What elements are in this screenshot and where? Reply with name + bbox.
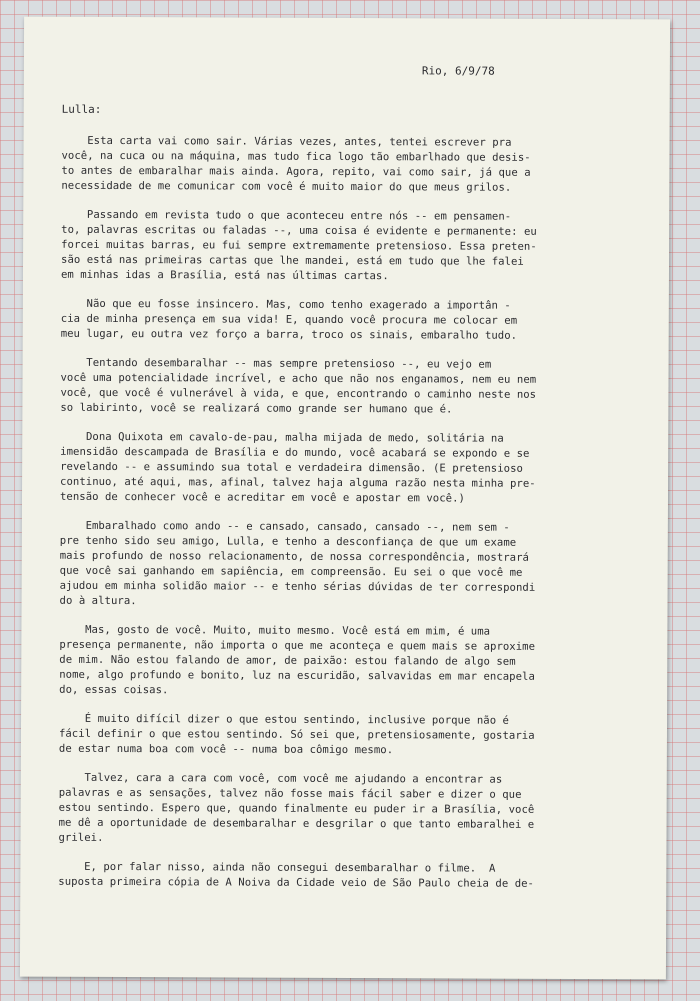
text-line: nome, algo profundo e bonito, luz na escuridão, salvavidas em mar encapela xyxy=(59,668,535,683)
text-line: É muito difícil dizer o que estou sentindo, inclusive porque não é xyxy=(59,712,510,727)
text-line: de mim. Não estou falando de amor, de paixão: estou falando de algo sem xyxy=(59,653,516,668)
text-line: Passando em revista tudo o que aconteceu entre nós -- em pensamen- xyxy=(61,208,512,223)
text-line: são está nas primeiras cartas que lhe mandei, está em tudo que lhe falei xyxy=(61,253,524,268)
text-line: Embaralhado como ando -- e cansado, cansado, cansado --, nem sem - xyxy=(59,519,510,534)
text-line: de estar numa boa com você -- numa boa cômigo mesmo. xyxy=(58,742,394,757)
text-line: pre tenho sido seu amigo, Lulla, e tenho a desconfiança de que um exame xyxy=(59,534,517,549)
letter-date: Rio, 6/9/78 xyxy=(421,64,495,78)
text-line: me dê a oportunidade de desembaralhar e desgrilar o que tanto embaralhei e xyxy=(58,816,535,831)
text-line: estou sentindo. Espero que, quando finalmente eu puder ir a Brasília, você xyxy=(58,801,535,816)
text-line: forcei muitas barras, eu fui sempre extremamente pretensioso. Essa preten- xyxy=(61,238,537,253)
text-line: você, na cuca ou na máquina, mas tudo fica logo tão embarlhado que desis- xyxy=(61,149,531,164)
text-line: mais profundo de nosso relacionamento, de nossa correspondência, mostrará xyxy=(59,549,530,564)
text-line: E, por falar nisso, ainda não consegui desembaralhar o filme. A xyxy=(58,860,496,875)
text-line: continuo, até aqui, mas, afinal, talvez haja alguma razão nesta minha pre- xyxy=(60,475,536,490)
letter-page xyxy=(20,17,670,980)
text-line: do, essas coisas. xyxy=(59,683,169,697)
text-line: você uma potencialidade incrível, e acho que não nos enganamos, nem eu nem xyxy=(60,371,537,386)
letter-salutation: Lulla: xyxy=(61,102,102,116)
text-line: fácil definir o que estou sentindo. Só sei que, pretensiosamente, gostaria xyxy=(58,727,535,742)
text-line: imensidão descampada de Brasília e do mundo, você acabará se expondo e se xyxy=(60,445,530,460)
text-line: do à altura. xyxy=(59,594,137,608)
text-line: to antes de embaralhar mais ainda. Agora, repito, vai como sair, já que a xyxy=(61,164,531,179)
text-line: to, palavras escritas ou faladas --, uma coisa é evidente e permanente: eu xyxy=(61,223,537,238)
text-line: Não que eu fosse insincero. Mas, como tenho exagerado a importân - xyxy=(60,297,511,312)
text-line: você, que você é vulnerável à vida, e que, encontrando o caminho neste nos xyxy=(60,386,537,401)
text-line: ajudou em minha solidão maior -- e tenho sérias dúvidas de ter correspondi xyxy=(59,579,536,594)
text-line: tensão de conhecer você e acreditar em você e apostar em você.) xyxy=(59,490,465,505)
text-line: Dona Quixota em cavalo-de-pau, malha mijada de medo, solitária na xyxy=(60,430,504,445)
text-line: so labirinto, você se realizará como grande ser humano que é. xyxy=(60,401,453,416)
text-line: cia de minha presença em sua vida! E, quando você procura me colocar em xyxy=(60,312,518,327)
text-line: presença permanente, não importa o que me aconteça e quem mais se aproxime xyxy=(59,638,536,653)
text-line: suposta primeira cópia de A Noiva da Cidade veio de São Paulo cheia de de- xyxy=(58,875,535,890)
text-line: grilei. xyxy=(58,831,104,844)
text-line: Mas, gosto de você. Muito, muito mesmo. Você está em mim, é uma xyxy=(59,623,491,638)
text-line: Talvez, cara a cara com você, com você me ajudando a encontrar as xyxy=(58,771,503,786)
text-line: Tentando desembaralhar -- mas sempre pretensioso --, eu vejo em xyxy=(60,356,492,371)
text-line: em minhas idas a Brasília, está nas últimas cartas. xyxy=(60,268,389,283)
text-line: necessidade de me comunicar com você é muito maior do que meus grilos. xyxy=(61,179,512,194)
text-line: Esta carta vai como sair. Várias vezes, antes, tentei escrever pra xyxy=(61,134,512,149)
text-line: palavras e as sensações, talvez não fosse mais fácil saber e dizer o que xyxy=(58,786,522,801)
text-line: meu lugar, eu outra vez forço a barra, troco os sinais, embaralho tudo. xyxy=(60,327,518,342)
text-line: que você sai ganhando em sapiência, em compreensão. Eu sei o que você me xyxy=(59,564,523,579)
text-line: revelando -- e assumindo sua total e verdadeira dimensão. (E pretensioso xyxy=(60,460,523,475)
